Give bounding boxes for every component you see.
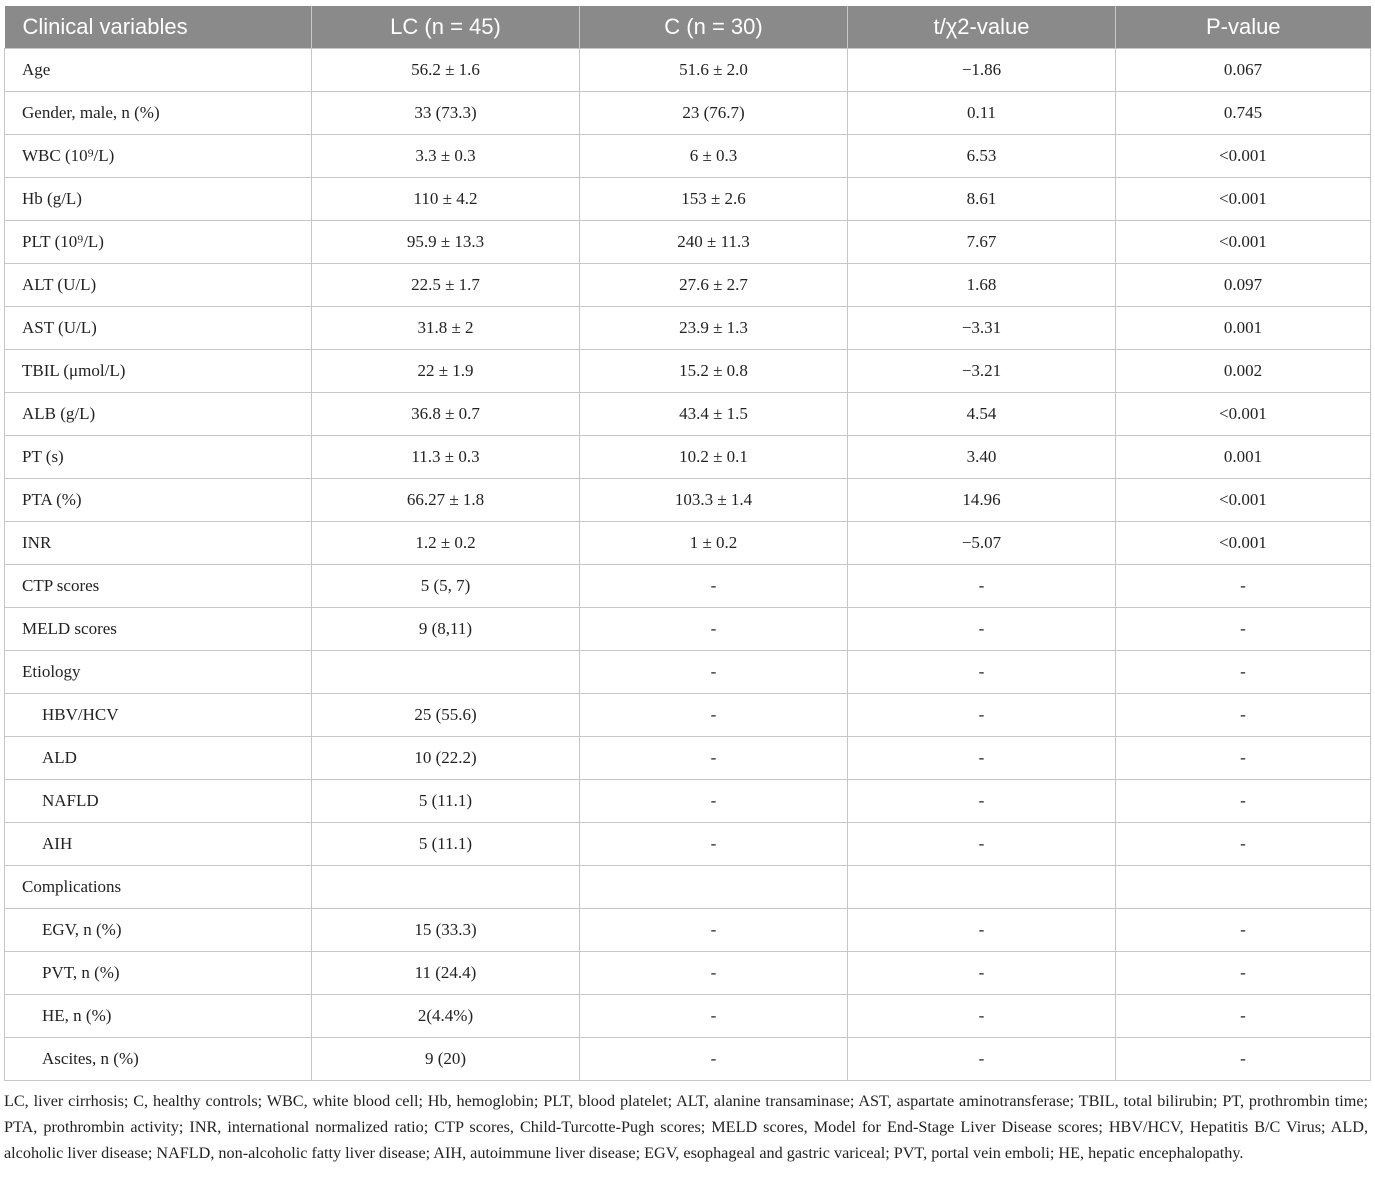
table-row xyxy=(5,694,1371,737)
cell-stat: - xyxy=(848,909,1116,952)
table-row xyxy=(5,1038,1371,1081)
cell-lc: 25 (55.6) xyxy=(312,694,580,737)
cell-c: 6 ± 0.3 xyxy=(580,135,848,178)
cell-stat: 1.68 xyxy=(848,264,1116,307)
cell-lc: 5 (5, 7) xyxy=(312,565,580,608)
cell-c: - xyxy=(580,608,848,651)
cell-lc: 5 (11.1) xyxy=(312,823,580,866)
cell-lc: 56.2 ± 1.6 xyxy=(312,49,580,92)
cell-variable: Gender, male, n (%) xyxy=(5,92,312,135)
cell-variable: CTP scores xyxy=(5,565,312,608)
cell-variable: HE, n (%) xyxy=(5,995,312,1038)
cell-lc: 1.2 ± 0.2 xyxy=(312,522,580,565)
table-row xyxy=(5,49,1371,92)
cell-p: - xyxy=(1116,1038,1371,1081)
table-row xyxy=(5,479,1371,522)
cell-c: - xyxy=(580,780,848,823)
cell-p: - xyxy=(1116,737,1371,780)
cell-c: 10.2 ± 0.1 xyxy=(580,436,848,479)
table-row xyxy=(5,952,1371,995)
cell-p: - xyxy=(1116,952,1371,995)
cell-stat: 6.53 xyxy=(848,135,1116,178)
cell-stat: 14.96 xyxy=(848,479,1116,522)
cell-lc: 3.3 ± 0.3 xyxy=(312,135,580,178)
table-row xyxy=(5,737,1371,780)
cell-c: - xyxy=(580,1038,848,1081)
cell-lc: 11.3 ± 0.3 xyxy=(312,436,580,479)
cell-variable: HBV/HCV xyxy=(5,694,312,737)
cell-variable: WBC (10⁹/L) xyxy=(5,135,312,178)
cell-variable: Etiology xyxy=(5,651,312,694)
table-row xyxy=(5,436,1371,479)
header-p-value: P-value xyxy=(1116,6,1371,49)
cell-variable: ALB (g/L) xyxy=(5,393,312,436)
cell-variable: AST (U/L) xyxy=(5,307,312,350)
cell-c: 23.9 ± 1.3 xyxy=(580,307,848,350)
table-row xyxy=(5,823,1371,866)
cell-stat: - xyxy=(848,608,1116,651)
cell-p xyxy=(1116,866,1371,909)
cell-variable: AIH xyxy=(5,823,312,866)
cell-c: - xyxy=(580,737,848,780)
cell-p: <0.001 xyxy=(1116,135,1371,178)
cell-p: 0.002 xyxy=(1116,350,1371,393)
table-row xyxy=(5,866,1371,909)
cell-lc: 10 (22.2) xyxy=(312,737,580,780)
cell-lc: 11 (24.4) xyxy=(312,952,580,995)
cell-lc: 33 (73.3) xyxy=(312,92,580,135)
cell-p: <0.001 xyxy=(1116,522,1371,565)
table-row xyxy=(5,393,1371,436)
cell-p: - xyxy=(1116,995,1371,1038)
cell-variable: TBIL (μmol/L) xyxy=(5,350,312,393)
table-row xyxy=(5,307,1371,350)
cell-variable: Age xyxy=(5,49,312,92)
cell-c: 15.2 ± 0.8 xyxy=(580,350,848,393)
cell-stat: −1.86 xyxy=(848,49,1116,92)
cell-p: - xyxy=(1116,651,1371,694)
cell-p: - xyxy=(1116,909,1371,952)
cell-p: 0.745 xyxy=(1116,92,1371,135)
table-row xyxy=(5,135,1371,178)
cell-lc: 36.8 ± 0.7 xyxy=(312,393,580,436)
cell-p: <0.001 xyxy=(1116,178,1371,221)
cell-c: 1 ± 0.2 xyxy=(580,522,848,565)
table-row xyxy=(5,264,1371,307)
cell-c: 153 ± 2.6 xyxy=(580,178,848,221)
cell-stat: −3.31 xyxy=(848,307,1116,350)
table-container xyxy=(4,6,1370,1166)
table-row xyxy=(5,522,1371,565)
cell-p: <0.001 xyxy=(1116,221,1371,264)
cell-p: 0.097 xyxy=(1116,264,1371,307)
table-row xyxy=(5,780,1371,823)
cell-p: 0.001 xyxy=(1116,436,1371,479)
cell-p: - xyxy=(1116,694,1371,737)
cell-c: - xyxy=(580,995,848,1038)
table-row xyxy=(5,909,1371,952)
cell-lc xyxy=(312,866,580,909)
table-row xyxy=(5,178,1371,221)
header-c: C (n = 30) xyxy=(580,6,848,49)
table-body xyxy=(5,49,1371,1081)
clinical-variables-table xyxy=(4,6,1371,1081)
cell-p: <0.001 xyxy=(1116,479,1371,522)
cell-c: 51.6 ± 2.0 xyxy=(580,49,848,92)
cell-lc: 5 (11.1) xyxy=(312,780,580,823)
cell-p: - xyxy=(1116,780,1371,823)
table-row xyxy=(5,608,1371,651)
cell-stat: - xyxy=(848,1038,1116,1081)
cell-variable: PVT, n (%) xyxy=(5,952,312,995)
cell-c: 27.6 ± 2.7 xyxy=(580,264,848,307)
cell-c: 103.3 ± 1.4 xyxy=(580,479,848,522)
cell-stat: −3.21 xyxy=(848,350,1116,393)
cell-lc: 95.9 ± 13.3 xyxy=(312,221,580,264)
cell-stat: 0.11 xyxy=(848,92,1116,135)
cell-c: - xyxy=(580,565,848,608)
cell-p: <0.001 xyxy=(1116,393,1371,436)
table-row xyxy=(5,995,1371,1038)
cell-lc: 15 (33.3) xyxy=(312,909,580,952)
cell-lc: 2(4.4%) xyxy=(312,995,580,1038)
cell-c: - xyxy=(580,823,848,866)
header-clinical-variables: Clinical variables xyxy=(5,6,312,49)
cell-p: 0.067 xyxy=(1116,49,1371,92)
cell-stat: - xyxy=(848,823,1116,866)
cell-stat: - xyxy=(848,651,1116,694)
cell-c xyxy=(580,866,848,909)
cell-variable: Complications xyxy=(5,866,312,909)
cell-c: - xyxy=(580,651,848,694)
cell-c: 23 (76.7) xyxy=(580,92,848,135)
cell-c: - xyxy=(580,952,848,995)
cell-lc: 9 (8,11) xyxy=(312,608,580,651)
cell-stat: - xyxy=(848,995,1116,1038)
cell-stat: 7.67 xyxy=(848,221,1116,264)
cell-lc: 31.8 ± 2 xyxy=(312,307,580,350)
cell-variable: PTA (%) xyxy=(5,479,312,522)
cell-variable: ALD xyxy=(5,737,312,780)
header-stat-value: t/χ2-value xyxy=(848,6,1116,49)
table-row xyxy=(5,92,1371,135)
cell-variable: EGV, n (%) xyxy=(5,909,312,952)
cell-lc: 66.27 ± 1.8 xyxy=(312,479,580,522)
cell-c: - xyxy=(580,909,848,952)
cell-lc: 22.5 ± 1.7 xyxy=(312,264,580,307)
cell-stat: - xyxy=(848,565,1116,608)
cell-stat: - xyxy=(848,694,1116,737)
cell-p: - xyxy=(1116,823,1371,866)
table-footnote: LC, liver cirrhosis; C, healthy controls; WBC, white blood cell; Hb, hemoglobin; PLT, blood platelet; ALT, alanine transaminase; AST, aspartate aminotransferase; TBIL, total bilirubin; PT, prothrombin time; PTA, prothrombin activity; INR, international normalized ratio; CTP scores, Child-Turcotte-Pugh scores; MELD scores, Model for End-Stage Liver Disease scores; HBV/HCV, Hepatitis B/C Virus; ALD, alcoholic liver disease; NAFLD, non-alcoholic fatty liver disease; AIH, autoimmune liver disease; EGV, esophageal and gastric variceal; PVT, portal vein emboli; HE, hepatic encephalopathy. xyxy=(4,1092,1368,1162)
cell-p: 0.001 xyxy=(1116,307,1371,350)
cell-variable: MELD scores xyxy=(5,608,312,651)
table-row xyxy=(5,221,1371,264)
cell-c: 240 ± 11.3 xyxy=(580,221,848,264)
header-row xyxy=(5,6,1371,49)
cell-stat: 4.54 xyxy=(848,393,1116,436)
cell-stat: 3.40 xyxy=(848,436,1116,479)
cell-stat: - xyxy=(848,737,1116,780)
cell-variable: PT (s) xyxy=(5,436,312,479)
cell-variable: Hb (g/L) xyxy=(5,178,312,221)
cell-variable: ALT (U/L) xyxy=(5,264,312,307)
cell-lc: 9 (20) xyxy=(312,1038,580,1081)
cell-variable: NAFLD xyxy=(5,780,312,823)
cell-c: 43.4 ± 1.5 xyxy=(580,393,848,436)
cell-lc: 22 ± 1.9 xyxy=(312,350,580,393)
table-row xyxy=(5,350,1371,393)
cell-stat xyxy=(848,866,1116,909)
cell-lc xyxy=(312,651,580,694)
cell-p: - xyxy=(1116,608,1371,651)
cell-variable: PLT (10⁹/L) xyxy=(5,221,312,264)
cell-stat: - xyxy=(848,952,1116,995)
cell-c: - xyxy=(580,694,848,737)
cell-variable: Ascites, n (%) xyxy=(5,1038,312,1081)
header-lc: LC (n = 45) xyxy=(312,6,580,49)
table-row xyxy=(5,651,1371,694)
cell-p: - xyxy=(1116,565,1371,608)
cell-stat: - xyxy=(848,780,1116,823)
cell-stat: −5.07 xyxy=(848,522,1116,565)
cell-stat: 8.61 xyxy=(848,178,1116,221)
cell-lc: 110 ± 4.2 xyxy=(312,178,580,221)
table-row xyxy=(5,565,1371,608)
cell-variable: INR xyxy=(5,522,312,565)
